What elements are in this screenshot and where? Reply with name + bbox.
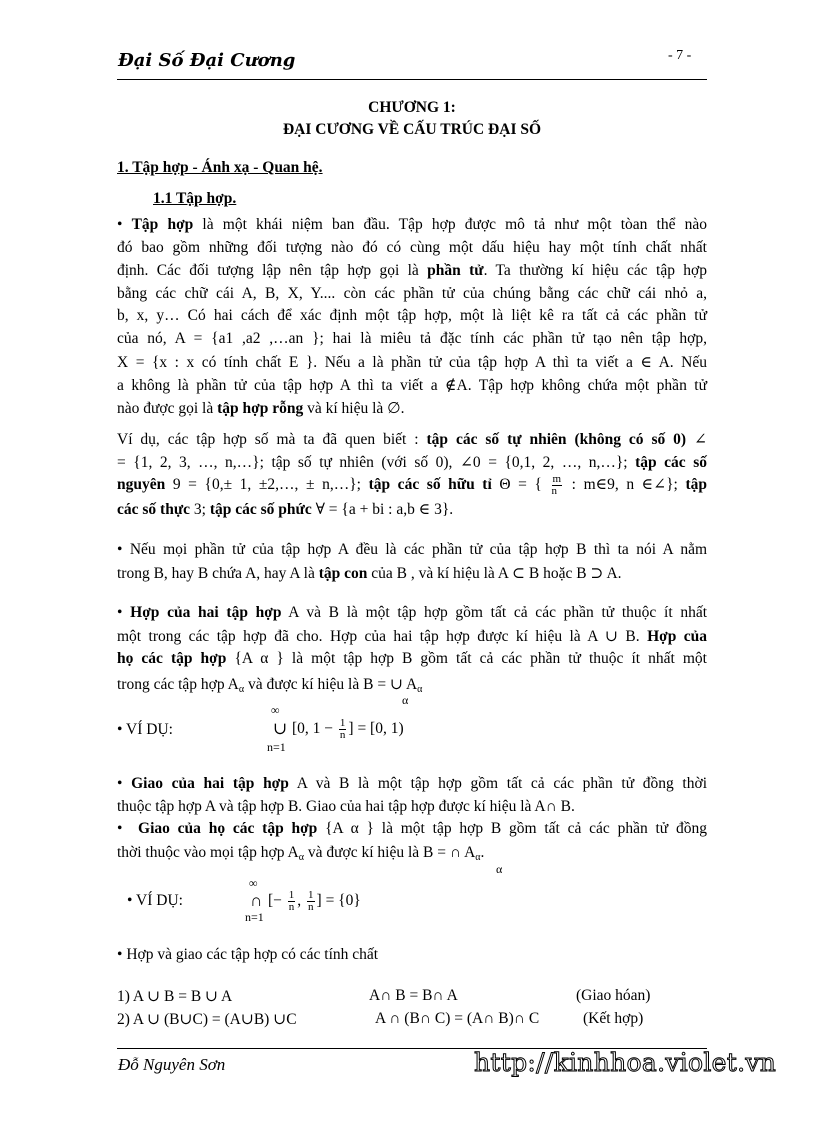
para-line [117, 775, 707, 793]
para-line [117, 399, 707, 418]
text: A [461, 844, 476, 861]
term: họ các tập hợp [117, 650, 227, 667]
para-line [117, 564, 707, 583]
bullet-icon: • [117, 721, 123, 738]
text: Nếu mọi phần tử của tập hợp A đều là các phần tử của tập hợp B thì ta nói A nằm [129, 541, 707, 558]
term: Hợp của hai tập hợp [130, 604, 282, 621]
property-1-name: (Giao hóan) [576, 987, 651, 1004]
fraction [339, 718, 347, 741]
para-line [117, 216, 707, 234]
text: và kí hiệu là ∅. [303, 400, 405, 417]
text: và được kí hiệu là B = [244, 676, 390, 693]
text: Hợp và giao các tập hợp có các tính chất [126, 946, 379, 963]
footer-url-link[interactable]: http://kinhhoa.violet.vn [474, 1048, 777, 1077]
subscript: α [417, 684, 423, 695]
text: Θ = { [491, 476, 550, 494]
intersection-index: α [496, 862, 503, 876]
property-1-left: 1) A ∪ B = B ∪ A [117, 988, 233, 1005]
para-line [117, 430, 707, 449]
union-index: α [402, 693, 409, 707]
intersection-lower-bound: n=1 [245, 910, 264, 924]
term: nguyên [117, 476, 166, 494]
para-line: a không là phần tử của tập hợp A thì ta viết a ∉A. Tập hợp không chứa một phần tử [117, 377, 707, 394]
denominator: n [339, 729, 346, 741]
formula [292, 718, 404, 741]
formula [268, 890, 361, 913]
para-line [117, 604, 707, 622]
subsection-title: 1.1 Tập hợp. [153, 190, 237, 207]
fraction [552, 474, 563, 497]
footer-author: Đỗ Nguyên Sơn [118, 1055, 226, 1074]
para-line [117, 262, 707, 280]
term: tập các số tự nhiên (không có số 0) [426, 431, 687, 448]
text: {A α } là một tập hợp B gồm tất cả các phần tử đồng [317, 820, 707, 837]
text: A và B là một tập hợp gồm tất cả các phần tử thuộc ít nhất [281, 604, 708, 621]
text: ∀ = {a + bi : a,b ∈ 3}. [311, 501, 454, 518]
chapter-title: ĐẠI CƯƠNG VỀ CẤU TRÚC ĐẠI SỐ [282, 121, 542, 138]
term: tập các số phức [209, 501, 312, 518]
union-lower-bound: n=1 [267, 740, 286, 754]
term: Hợp của [647, 628, 707, 645]
text: . Ta thường kí hiệu các tập hợp [483, 262, 708, 279]
text: , [297, 892, 306, 910]
text: trong B, hay B chứa A, hay A là [117, 565, 319, 582]
fraction [288, 890, 296, 913]
para-line [117, 650, 707, 668]
text: 9 = {0,± 1, ±2,…, ± n,…}; [165, 476, 369, 494]
denominator: n [308, 901, 314, 913]
text: một trong các tập hợp đã cho. Hợp của hai tập hợp được kí hiệu là A ∪ B. [117, 628, 648, 645]
para-line [117, 675, 707, 695]
term: tập các số hữu tỉ [368, 476, 492, 494]
numerator: 1 [288, 889, 295, 901]
term: tập con [318, 565, 368, 582]
para-line [117, 627, 707, 646]
para-line [117, 946, 707, 964]
property-2-name: (Kết hợp) [583, 1010, 644, 1027]
union-symbol: ∪ [389, 676, 403, 693]
text: . [480, 844, 485, 861]
para-line [117, 541, 707, 559]
text: 3; [190, 501, 210, 518]
chapter-number: CHƯƠNG 1: [368, 99, 456, 116]
para-line: của nó, A = {a1 ,a2 ,…an }; hai là miêu tả đặc tính các phần tử tạo nên tập hợp, [117, 330, 707, 347]
denominator: n [288, 901, 295, 913]
text: Ví dụ, các tập hợp số mà ta đã quen biết : [117, 431, 427, 448]
term: Giao của họ các tập hợp [138, 820, 318, 837]
property-2-right: A ∩ (B∩ C) = (A∩ B)∩ C [375, 1010, 540, 1027]
infinity-symbol: ∞ [271, 703, 280, 717]
text: là một khái niệm ban đầu. Tập hợp được mô tả như một tòan thể nào [193, 216, 707, 233]
para-line: X = {x : x có tính chất E }. Nếu a là phần tử của tập hợp A thì ta viết a ∈ A. Nếu [117, 354, 707, 371]
bullet-icon: • [117, 541, 123, 558]
text: định. Các đối tượng lập nên tập hợp gọi là [117, 262, 428, 279]
infinity-symbol: ∞ [249, 876, 258, 890]
para-line: đó bao gồm những đối tượng nào đó có cùng một dấu hiệu hay một tính chất nhất [117, 239, 707, 256]
para-line [117, 820, 707, 838]
term: các số thực [117, 501, 191, 518]
text: = {1, 2, 3, …, n,…}; tập số tự nhiên (với số 0), ∠0 = {0,1, 2, …, n,…}; [117, 454, 636, 471]
text: ] = [0, 1) [348, 720, 404, 738]
bullet-icon: • [117, 216, 123, 233]
text: A và B là một tập hợp gồm tất cả các phần tử đồng thời [288, 775, 707, 792]
example-label [117, 721, 173, 739]
term: Tập hợp [131, 216, 194, 233]
para-line: bằng các chữ cái A, B, X, Y.... còn các phần tử của chúng bằng các chữ cái nhỏ a, [117, 285, 707, 302]
bullet-icon: • [117, 604, 123, 621]
subscript: α [298, 852, 304, 863]
bullet-icon: • [117, 946, 123, 963]
text: của B , và kí hiệu là A ⊂ B hoặc B ⊃ A. [367, 565, 622, 582]
section-title: 1. Tập hợp - Ánh xạ - Quan hệ. [117, 159, 323, 176]
term: tập các số [635, 454, 707, 471]
term: tập [685, 476, 708, 494]
text: {A α } là một tập hợp B gồm tất cả các phần tử thuộc ít nhất một [226, 650, 707, 667]
term: phần tử [427, 262, 484, 279]
page-number: - 7 - [668, 48, 692, 63]
fraction [307, 890, 315, 913]
term: tập hợp rỗng [217, 400, 304, 417]
property-2-left: 2) A ∪ (B∪C) = (A∪B) ∪C [117, 1011, 297, 1028]
text: trong các tập hợp A [117, 676, 239, 693]
text: ∠ [686, 431, 707, 448]
example-label [127, 892, 183, 910]
big-union-symbol: ∪ [273, 719, 288, 738]
text: [− [268, 892, 286, 910]
text: A [402, 676, 418, 693]
para-line [117, 474, 707, 497]
para-line [117, 500, 707, 519]
para-line [117, 844, 707, 863]
bullet-icon: • [117, 820, 123, 837]
denominator: n [551, 485, 558, 497]
text: ] = {0} [316, 892, 361, 910]
text: nào được gọi là [117, 400, 218, 417]
numerator: 1 [308, 889, 314, 901]
para-line: thuộc tập hợp A và tập hợp B. Giao của hai tập hợp được kí hiệu là A∩ B. [117, 798, 575, 815]
text: VÍ DỤ: [136, 892, 183, 909]
header-divider [117, 79, 707, 80]
bullet-icon: • [127, 892, 133, 909]
numerator: 1 [339, 717, 346, 729]
text: : m∈9, n ∈∠}; [564, 476, 686, 494]
numerator: m [552, 473, 562, 485]
term: Giao của hai tập hợp [131, 775, 289, 792]
subscript: α [475, 852, 481, 863]
text: và được kí hiệu là B = [303, 844, 450, 861]
big-intersection-symbol: ∩ [250, 891, 263, 910]
text: [0, 1 − [292, 720, 337, 738]
header-title: Đại Số Đại Cương [118, 50, 296, 71]
bullet-icon: • [117, 775, 123, 792]
text: thời thuộc vào mọi tập hợp A [117, 844, 299, 861]
text: VÍ DỤ: [126, 721, 173, 738]
intersection-symbol: ∩ [449, 844, 462, 861]
para-line: b, x, y… Có hai cách để xác định một tập hợp, một là liệt kê ra tất cả các phần tử [117, 307, 707, 324]
property-1-right: A∩ B = B∩ A [369, 987, 458, 1004]
subscript: α [238, 684, 245, 695]
para-line [117, 453, 707, 472]
